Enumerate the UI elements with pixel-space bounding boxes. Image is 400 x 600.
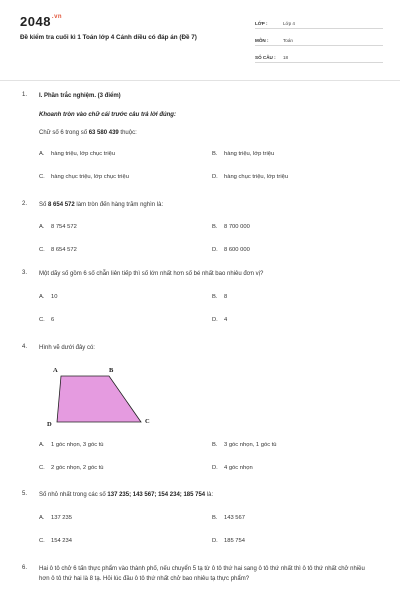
option-c[interactable]: C. 2 góc nhọn, 2 góc tù	[39, 465, 104, 471]
option-d[interactable]: D. hàng chục triệu, lớp triệu	[212, 174, 289, 180]
option-d[interactable]: D. 185 754	[212, 538, 245, 544]
document-header	[20, 14, 382, 76]
vertex-label-a: A	[53, 367, 58, 374]
option-a[interactable]: A. 137 235	[39, 515, 72, 521]
option-b[interactable]: B. hàng triệu, lớp triệu	[212, 151, 275, 157]
option-c[interactable]: C. 6	[39, 317, 55, 323]
option-a[interactable]: A. 8 754 572	[39, 224, 77, 230]
trapezoid-figure	[39, 360, 179, 432]
question-stem: Chữ số 6 trong số 63 580 439 thuộc:	[39, 130, 137, 136]
meta-row-question-count	[255, 50, 383, 63]
question-stem: Hình vẽ dưới đây có:	[39, 345, 95, 351]
question-number: 4.	[22, 344, 28, 350]
question-6	[22, 565, 378, 599]
option-b[interactable]: B. 143 567	[212, 515, 245, 521]
meta-value: Lớp 4	[283, 21, 295, 26]
option-b[interactable]: B. 8	[212, 294, 228, 300]
header-divider	[0, 80, 400, 81]
meta-info	[255, 16, 383, 67]
option-a[interactable]: A. hàng triệu, lớp chục triệu	[39, 151, 116, 157]
option-a[interactable]: A. 10	[39, 294, 58, 300]
meta-key: MÔN :	[255, 38, 269, 43]
option-d[interactable]: D. 4 góc nhọn	[212, 465, 253, 471]
option-d[interactable]: D. 4	[212, 317, 228, 323]
question-2	[22, 201, 378, 261]
question-number: 2.	[22, 201, 28, 207]
option-c[interactable]: C. hàng chục triệu, lớp chục triệu	[39, 174, 129, 180]
option-b[interactable]: B. 8 700 000	[212, 224, 250, 230]
question-3	[22, 270, 378, 330]
vertex-label-d: D	[47, 421, 52, 428]
option-a[interactable]: A. 1 góc nhọn, 3 góc tù	[39, 442, 104, 448]
vertex-label-c: C	[145, 418, 150, 425]
option-d[interactable]: D. 8 600 000	[212, 247, 250, 253]
option-c[interactable]: C. 154 234	[39, 538, 72, 544]
meta-value: 18	[283, 55, 289, 60]
meta-row-class	[255, 16, 383, 29]
document-title: Đề kiểm tra cuối kì 1 Toán lớp 4 Cánh diều có đáp án (Đề 7)	[20, 34, 197, 41]
question-5	[22, 491, 378, 551]
vertex-label-b: B	[109, 367, 114, 374]
site-logo[interactable]: $2048^{.vn}$	[20, 14, 63, 29]
question-4	[22, 344, 378, 476]
question-number: 3.	[22, 270, 28, 276]
trapezoid-shape	[57, 376, 141, 422]
option-b[interactable]: B. 3 góc nhọn, 1 góc tù	[212, 442, 277, 448]
question-1	[22, 92, 378, 187]
instruction-text: Khoanh tròn vào chữ cái trước câu trả lời đúng:	[39, 112, 176, 118]
question-body	[39, 92, 377, 136]
section-heading: I. Phần trắc nghiệm. (3 điểm)	[39, 93, 121, 99]
meta-key: SỐ CÂU :	[255, 55, 276, 60]
question-number: 1.	[22, 92, 28, 98]
meta-key: LỚP :	[255, 21, 268, 26]
question-stem: Số nhỏ nhất trong các số 137 235; 143 567; 154 234; 185 754 là:	[39, 492, 214, 498]
question-number: 5.	[22, 491, 28, 497]
option-c[interactable]: C. 8 654 572	[39, 247, 77, 253]
meta-row-subject	[255, 33, 383, 46]
question-stem: Hai ô tô chở 6 tấn thực phẩm vào thành phố, nếu chuyển 5 tạ từ ô tô thứ hai sang ô tô thứ nhất thì ô tô thứ nhất chở nhiều hơn ô tô thứ hai là 8 tạ. Hỏi lúc đầu ô tô thứ nhất chở bao nhiêu tạ thực phẩm?	[39, 566, 365, 582]
question-stem: Một dãy số gồm 6 số chẵn liên tiếp thì số lớn nhất hơn số bé nhất bao nhiêu đơn vị?	[39, 271, 264, 277]
question-stem: Số 8 654 572 làm tròn đến hàng trăm nghìn là:	[39, 202, 164, 208]
question-number: 6.	[22, 565, 28, 571]
meta-value: Toán	[283, 38, 293, 43]
